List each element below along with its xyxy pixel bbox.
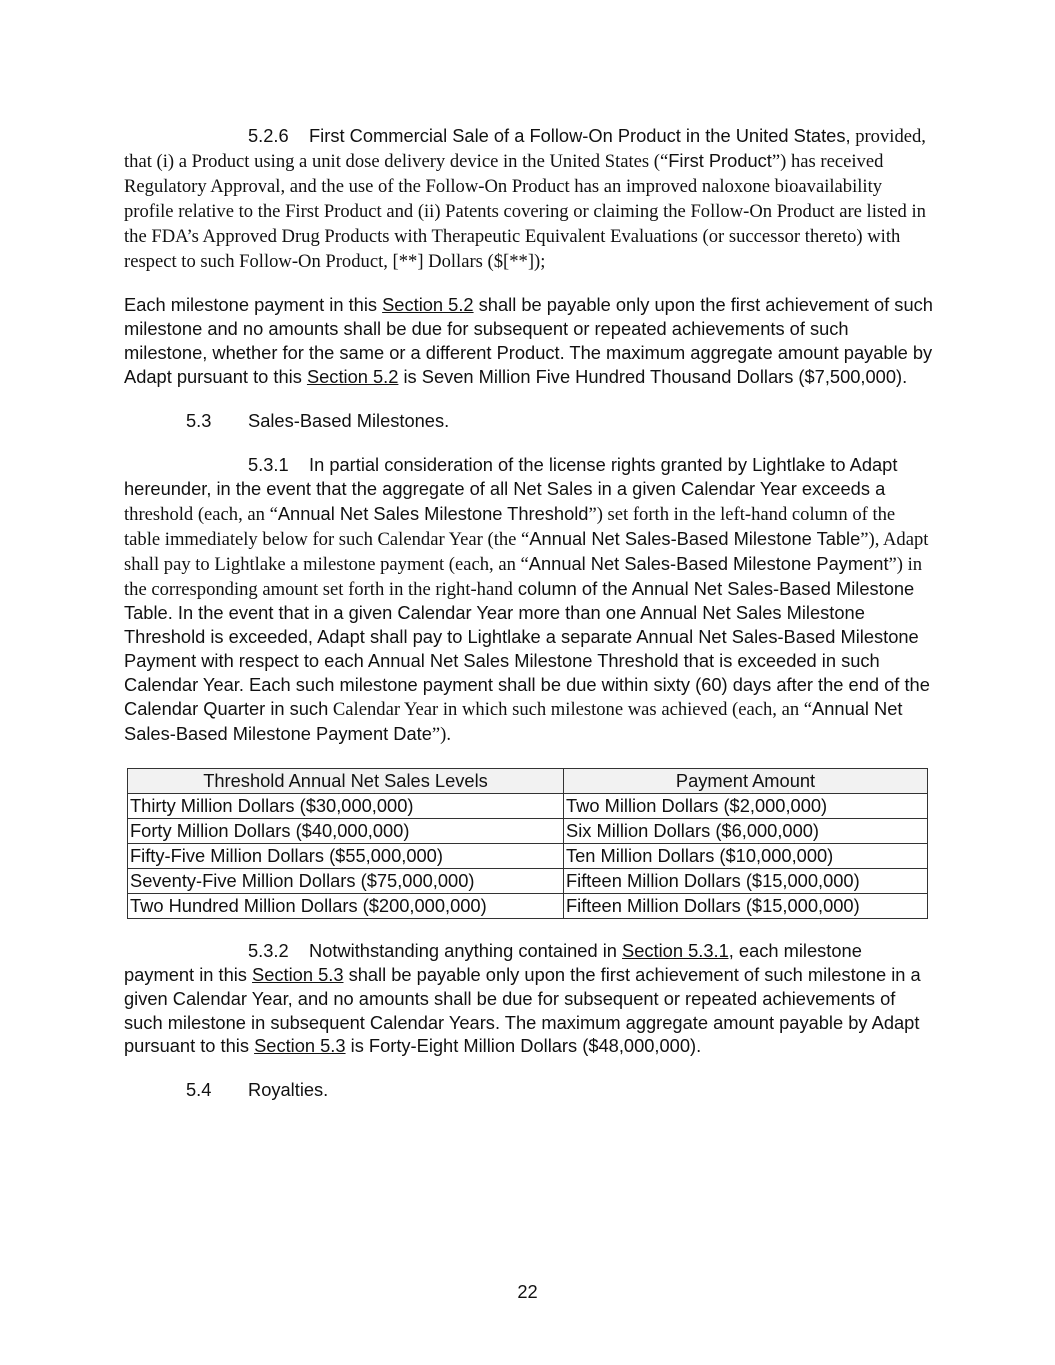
threshold-cell: Fifty-Five Million Dollars ($55,000,000) [128, 843, 564, 868]
payment-cell: Six Million Dollars ($6,000,000) [564, 818, 928, 843]
payment-cell: Two Million Dollars ($2,000,000) [564, 793, 928, 818]
heading-5-4 [124, 1078, 934, 1102]
heading-5-3 [124, 409, 934, 433]
section-reference: Section 5.3 [254, 1035, 346, 1057]
payment-cell: Fifteen Million Dollars ($15,000,000) [564, 868, 928, 893]
column-header-threshold: Threshold Annual Net Sales Levels [128, 768, 564, 793]
section-reference: Section 5.3.1, [622, 939, 734, 961]
table-row [128, 868, 928, 893]
section-5-3-1: 5.3.1 In partial consideration of the license rights granted by Lightlake to Adapt hereunder, in the event that the aggregate of all Net Sales in a given Calendar Year exceeds a threshold (each, an “Annual Net Sales Milestone Threshold”) set forth in the left-hand column of the table immediately below for such Calendar Year (the “Annual Net Sales-Based Milestone Table”), Adapt shall pay to Lightlake a milestone payment (each, an “Annual Net Sales-Based Milestone Payment”) in the corresponding amount set forth in the right-hand column of the Annual Net Sales-Based Milestone Table. In the event that in a given Calendar Year more than one Annual Net Sales Milestone Threshold is exceeded, Adapt shall pay to Lightlake a separate Annual Net Sales-Based Milestone Payment with respect to each Annual Net Sales Milestone Threshold that is exceeded in such Calendar Year. Each such milestone payment shall be due within sixty (60) days after the end of the Calendar Quarter in such Calendar Year in which such milestone was achieved (each, an “Annual Net Sales-Based Milestone Payment Date”). [124, 453, 930, 745]
defined-term: First Product [668, 149, 772, 171]
section-5-2-paragraph: Each milestone payment in this Section 5.2 shall be payable only upon the first achievement of such milestone and no amounts shall be due for subsequent or repeated achievements of such milestone, whether for the same or a different Product. The maximum aggregate amount payable by Adapt pursuant to this Section 5.2 is Seven Million Five Hundred Thousand Dollars ($7,500,000). [124, 294, 933, 388]
table-header-row [128, 768, 928, 793]
column-header-payment: Payment Amount [564, 768, 928, 793]
threshold-cell: Two Hundred Million Dollars ($200,000,000) [128, 893, 564, 918]
section-number: 5.2.6 [248, 125, 289, 146]
table-row [128, 843, 928, 868]
defined-term: Annual Net Sales-Based Milestone Payment [528, 552, 889, 574]
section-reference: Section 5.2 [306, 366, 399, 388]
payment-cell: Fifteen Million Dollars ($15,000,000) [564, 893, 928, 918]
defined-term: Annual Net Sales-Based Milestone Table [529, 527, 861, 549]
section-number: 5.3.1 [248, 453, 289, 475]
page-body [124, 124, 934, 1102]
section-title: Sales-Based Milestones. [248, 410, 450, 432]
section-number: 5.3.2 [248, 939, 289, 961]
table-row [128, 893, 928, 918]
threshold-cell: Forty Million Dollars ($40,000,000) [128, 818, 564, 843]
threshold-cell: Thirty Million Dollars ($30,000,000) [128, 793, 564, 818]
milestone-table [127, 768, 928, 919]
table-row [128, 818, 928, 843]
section-number: 5.3 [186, 410, 212, 432]
defined-term: Annual Net Sales-Based Milestone Payment Date [124, 698, 903, 744]
section-5-2-6: 5.2.6 First Commercial Sale of a Follow-On Product in the United States, provided, that (i) a Product using a unit dose delivery device in the United States (“First Product”) has received Regulatory Approval, and the use of the Follow-On Product has an improved naloxone bioavailability profile relative to the First Product and (ii) Patents covering or claiming the Follow-On Product are listed in the FDA’s Approved Drug Products with Therapeutic Equivalent Evaluations (or successor thereto) with respect to such Follow-On Product, [**] Dollars ($[**]); [124, 125, 926, 272]
section-5-3-2: 5.3.2 Notwithstanding anything contained in Section 5.3.1, each milestone payment in this Section 5.3 shall be payable only upon the first achievement of such milestone in a given Calendar Year, and no amounts shall be due for subsequent or repeated achievements of such milestone in subsequent Calendar Years. The maximum aggregate amount payable by Adapt pursuant to this Section 5.3 is Forty-Eight Million Dollars ($48,000,000). [124, 939, 921, 1057]
section-number: 5.4 [186, 1079, 212, 1101]
section-title: Royalties. [248, 1079, 329, 1101]
page-number: 22 [517, 1281, 538, 1302]
threshold-cell: Seventy-Five Million Dollars ($75,000,000) [128, 868, 564, 893]
payment-cell: Ten Million Dollars ($10,000,000) [564, 843, 928, 868]
section-reference: Section 5.2 [382, 294, 474, 316]
defined-term: Annual Net Sales Milestone Threshold [277, 502, 589, 524]
section-reference: Section 5.3 [252, 963, 344, 985]
table-row [128, 793, 928, 818]
